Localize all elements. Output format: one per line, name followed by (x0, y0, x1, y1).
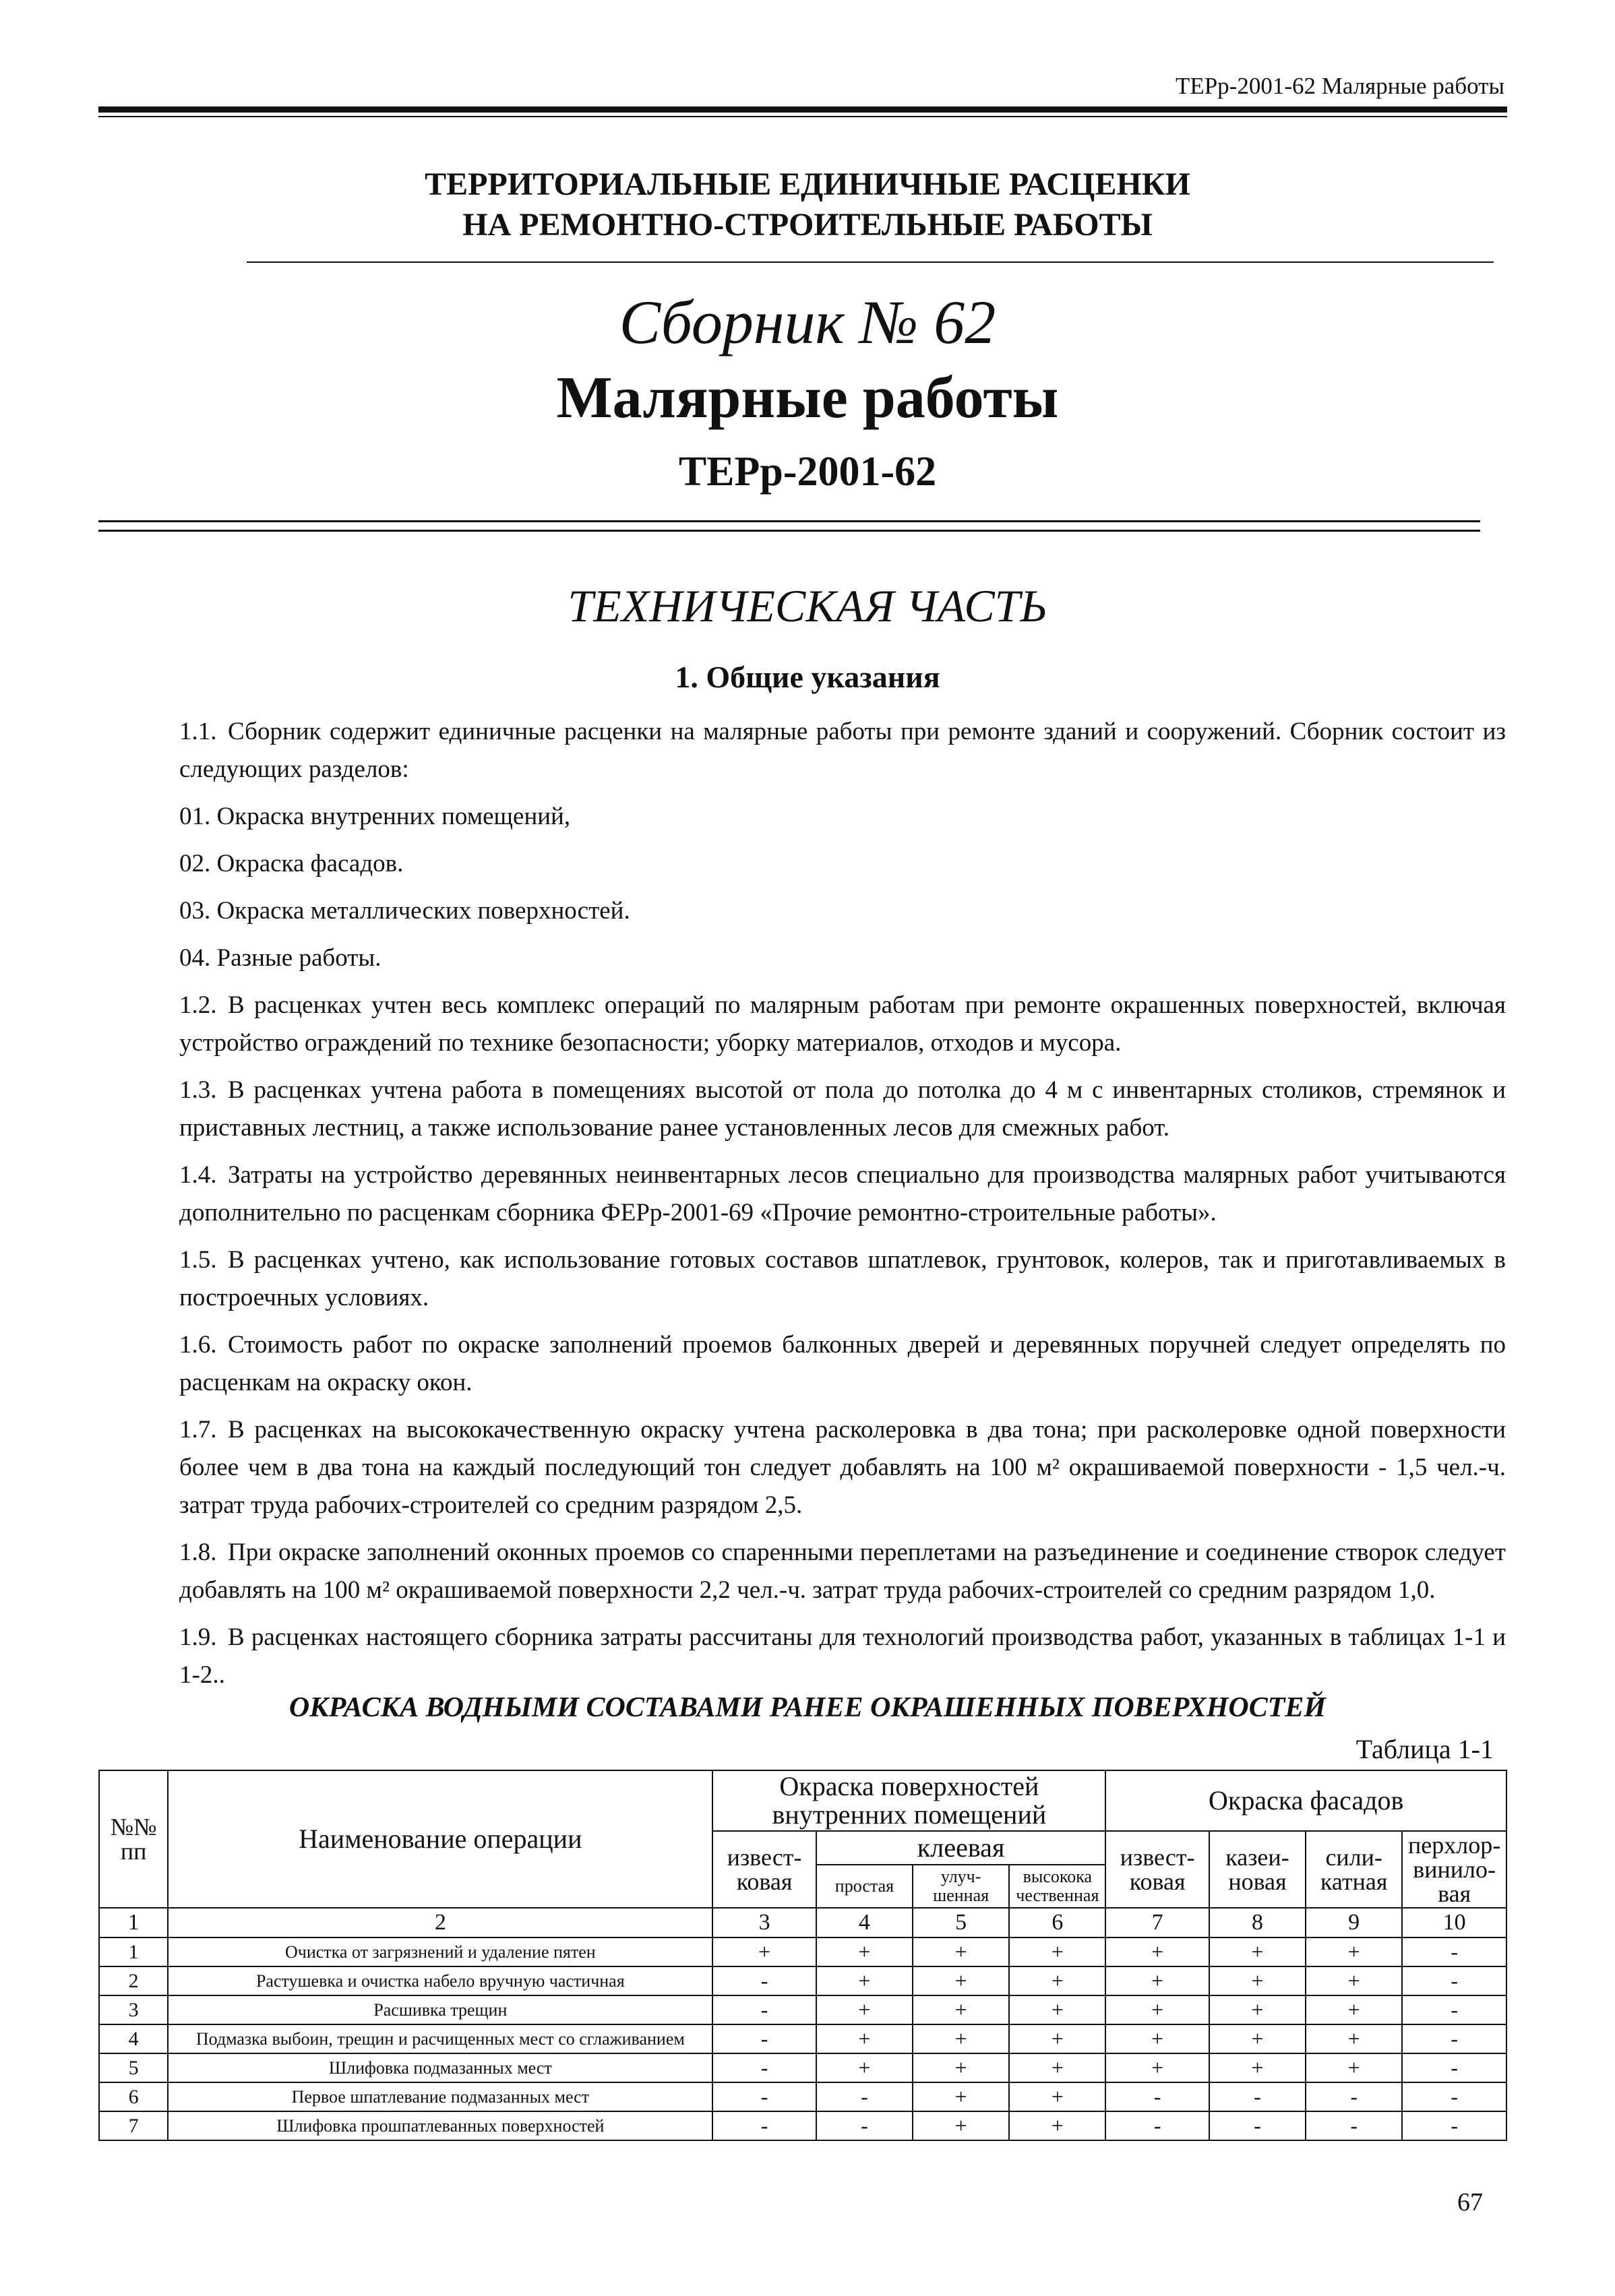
table-cell: + (1209, 1995, 1306, 2024)
header-nn: №№ пп (99, 1770, 168, 1908)
collection-name: Малярные работы (556, 365, 1059, 431)
header-group-inner: Окраска поверхностей внутренних помещений (712, 1770, 1105, 1831)
table-cell: - (712, 2111, 816, 2140)
header-izvestkovaya-facade: извест- ковая (1105, 1831, 1209, 1908)
table-cell: + (1306, 2024, 1402, 2053)
operation-name: Расшивка трещин (168, 1995, 712, 2024)
table-cell: - (712, 2082, 816, 2111)
table-cell: + (816, 1937, 913, 1966)
table-row (99, 2111, 1506, 2140)
header-silikatnaya: сили- катная (1306, 1831, 1402, 1908)
page-number: 67 (1457, 2188, 1483, 2216)
table-cell: - (816, 2111, 913, 2140)
table-cell: + (1009, 1966, 1105, 1995)
table-cell: + (712, 1937, 816, 1966)
table-row (99, 2024, 1506, 2053)
table-cell: + (913, 2053, 1009, 2082)
header-operation: Наименование операции (168, 1770, 712, 1908)
table-cell: - (1402, 2111, 1506, 2140)
table-cell: - (1402, 1937, 1506, 1966)
table-cell: + (913, 2082, 1009, 2111)
table-index-row (99, 1908, 1506, 1937)
column-index: 4 (816, 1908, 913, 1937)
table-cell: + (816, 2024, 913, 2053)
paragraph-1-9: 1.9. В расценках настоящего сборника затраты рассчитаны для технологий производства работ, указанных в таблицах 1-1 и 1-2.. (179, 1623, 1506, 1689)
row-number: 5 (99, 2053, 168, 2082)
table-cell: - (712, 2053, 816, 2082)
table-cell: + (1209, 2024, 1306, 2053)
table-cell: + (913, 2024, 1009, 2053)
table-number: Таблица 1-1 (1355, 1734, 1494, 1764)
table-row (99, 1966, 1506, 1995)
tech-part-heading: ТЕХНИЧЕСКАЯ ЧАСТЬ (568, 580, 1047, 631)
table-cell: + (1009, 1995, 1105, 2024)
table-cell: + (1009, 2082, 1105, 2111)
paragraph-1-1: 1.1. Сборник содержит единичные расценки на малярные работы при ремонте зданий и сооружений. Сборник состоит из следующих разделов: (179, 718, 1506, 783)
table-cell: + (1105, 2024, 1209, 2053)
paragraph-1-4: 1.4. Затраты на устройство деревянных неинвентарных лесов специально для производства малярных работ учитываются дополнительно по расценкам сборника ФЕРр-2001-69 «Прочие ремонтно-строительные работы». (179, 1161, 1506, 1227)
operation-name: Подмазка выбоин, трещин и расчищенных мест со сглаживанием (168, 2024, 712, 2053)
running-header: ТЕРр-2001-62 Малярные работы (1175, 73, 1504, 99)
table-cell: - (1105, 2111, 1209, 2140)
paragraph-1-5: 1.5. В расценках учтено, как использование готовых составов шпатлевок, грунтовок, колеров, так и приготавливаемых в построечных условиях. (179, 1246, 1506, 1311)
row-number: 7 (99, 2111, 168, 2140)
table-cell: + (1009, 2053, 1105, 2082)
table-cell: - (1402, 2053, 1506, 2082)
code-rule-1 (98, 520, 1480, 522)
table-cell: + (1009, 2024, 1105, 2053)
paragraph-1-2: 1.2. В расценках учтен весь комплекс операций по малярным работам при ремонте окрашенных поверхностей, включая устройство ограждений по технике безопасности; уборку материалов, отходов и мусора. (179, 991, 1506, 1057)
table-cell: - (1209, 2111, 1306, 2140)
paragraph-1-7: 1.7. В расценках на высококачественную окраску учтена расколеровка в два тона; при расколеровке одной поверхности более чем в два тона на каждый последующий тон следует добавлять на 100 м² окрашиваемой поверхности - 1,5 чел.-ч. затрат труда рабочих-строителей со средним разрядом 2,5. (179, 1416, 1506, 1519)
collection-code: ТЕРр-2001-62 (678, 449, 937, 495)
table-cell: + (1009, 1937, 1105, 1966)
row-number: 6 (99, 2082, 168, 2111)
table-cell: + (1105, 1966, 1209, 1995)
table-cell: + (816, 1966, 913, 1995)
title-rule (247, 261, 1494, 263)
table-row (99, 1995, 1506, 2024)
operations-table (98, 1770, 1507, 2141)
code-rule-2 (98, 530, 1480, 532)
table-cell: + (1209, 2053, 1306, 2082)
table-cell: + (913, 1966, 1009, 1995)
table-cell: + (1306, 2053, 1402, 2082)
sections-list-item: 04. Разные работы. (179, 944, 382, 972)
table-cell: - (712, 2024, 816, 2053)
sections-list-item: 01. Окраска внутренних помещений, (179, 803, 571, 830)
table-cell: + (1306, 1937, 1402, 1966)
operation-name: Первое шпатлевание подмазанных мест (168, 2082, 712, 2111)
table-title: ОКРАСКА ВОДНЫМИ СОСТАВАМИ РАНЕЕ ОКРАШЕННЫХ ПОВЕРХНОСТЕЙ (288, 1692, 1327, 1723)
table-row (99, 1937, 1506, 1966)
row-number: 1 (99, 1937, 168, 1966)
column-index: 3 (712, 1908, 816, 1937)
header-uluchshennaya: улуч- шенная (913, 1865, 1009, 1908)
table-cell: - (1402, 2082, 1506, 2111)
table-cell: - (712, 1995, 816, 2024)
operation-name: Очистка от загрязнений и удаление пятен (168, 1937, 712, 1966)
collection-number: Сборник № 62 (619, 288, 996, 356)
column-index: 10 (1402, 1908, 1506, 1937)
table-cell: - (1402, 1966, 1506, 1995)
sections-list (179, 798, 1506, 977)
table-cell: + (1306, 1995, 1402, 2024)
header-vysokokachestvennaya: высокока чественная (1009, 1865, 1105, 1908)
column-index: 9 (1306, 1908, 1402, 1937)
table-cell: + (1105, 2053, 1209, 2082)
column-index: 8 (1209, 1908, 1306, 1937)
paragraph-1-6: 1.6. Стоимость работ по окраске заполнений проемов балконных дверей и деревянных поручней следует определять по расценкам на окраску окон. (179, 1331, 1506, 1396)
table-cell: - (1402, 2024, 1506, 2053)
row-number: 3 (99, 1995, 168, 2024)
table-cell: - (816, 2082, 913, 2111)
table-cell: - (1306, 2111, 1402, 2140)
table-cell: + (913, 1937, 1009, 1966)
table-body (99, 1937, 1506, 2140)
table-cell: - (1306, 2082, 1402, 2111)
header-rule-thin (98, 116, 1507, 117)
table-cell: - (1402, 1995, 1506, 2024)
table-cell: - (1105, 2082, 1209, 2111)
table-cell: - (712, 1966, 816, 1995)
paragraph-1-8: 1.8. При окраске заполнений оконных проемов со спаренными переплетами на разъединение и соединение створок следует добавлять на 100 м² окрашиваемой поверхности 2,2 чел.-ч. затрат труда рабочих-строителей со средним разрядом 1,0. (179, 1539, 1506, 1604)
row-number: 2 (99, 1966, 168, 1995)
operation-name: Шлифовка подмазанных мест (168, 2053, 712, 2082)
main-title-line-2: НА РЕМОНТНО-СТРОИТЕЛЬНЫЕ РАБОТЫ (462, 207, 1153, 243)
table-cell: + (1105, 1937, 1209, 1966)
table-row (99, 2053, 1506, 2082)
table-cell: + (816, 1995, 913, 2024)
table-cell: + (913, 1995, 1009, 2024)
body-text (179, 713, 1506, 1704)
table-cell: + (1209, 1937, 1306, 1966)
column-index: 5 (913, 1908, 1009, 1937)
table-header-row-1 (99, 1770, 1506, 1831)
header-group-facade: Окраска фасадов (1105, 1770, 1506, 1831)
column-index: 1 (99, 1908, 168, 1937)
section-heading: 1. Общие указания (675, 660, 940, 694)
header-kazeinovaya: казеи- новая (1209, 1831, 1306, 1908)
header-izvestkovaya: извест- ковая (712, 1831, 816, 1908)
column-index: 6 (1009, 1908, 1105, 1937)
table-cell: + (1105, 1995, 1209, 2024)
table-cell: + (1306, 1966, 1402, 1995)
header-kleevaya: клеевая (816, 1831, 1106, 1865)
paragraph-1-3: 1.3. В расценках учтена работа в помещениях высотой от пола до потолка до 4 м с инвентарных столиков, стремянок и приставных лестниц, а также использование ранее установленных лесов для смежных работ. (179, 1076, 1506, 1142)
table-row (99, 2082, 1506, 2111)
table-cell: + (1209, 1966, 1306, 1995)
table-cell: + (816, 2053, 913, 2082)
table-cell: + (913, 2111, 1009, 2140)
header-rule (98, 106, 1507, 113)
row-number: 4 (99, 2024, 168, 2053)
header-prostaya: простая (816, 1865, 913, 1908)
sections-list-item: 02. Окраска фасадов. (179, 850, 404, 877)
main-title-line-1: ТЕРРИТОРИАЛЬНЫЕ ЕДИНИЧНЫЕ РАСЦЕНКИ (425, 166, 1190, 202)
header-perkhlorvinilovaya: перхлор- винило- вая (1402, 1831, 1506, 1908)
table-cell: - (1209, 2082, 1306, 2111)
sections-list-item: 03. Окраска металлических поверхностей. (179, 897, 630, 925)
table-cell: + (1009, 2111, 1105, 2140)
column-index: 2 (168, 1908, 712, 1937)
operation-name: Растушевка и очистка набело вручную частичная (168, 1966, 712, 1995)
column-index: 7 (1105, 1908, 1209, 1937)
operation-name: Шлифовка прошпатлеванных поверхностей (168, 2111, 712, 2140)
